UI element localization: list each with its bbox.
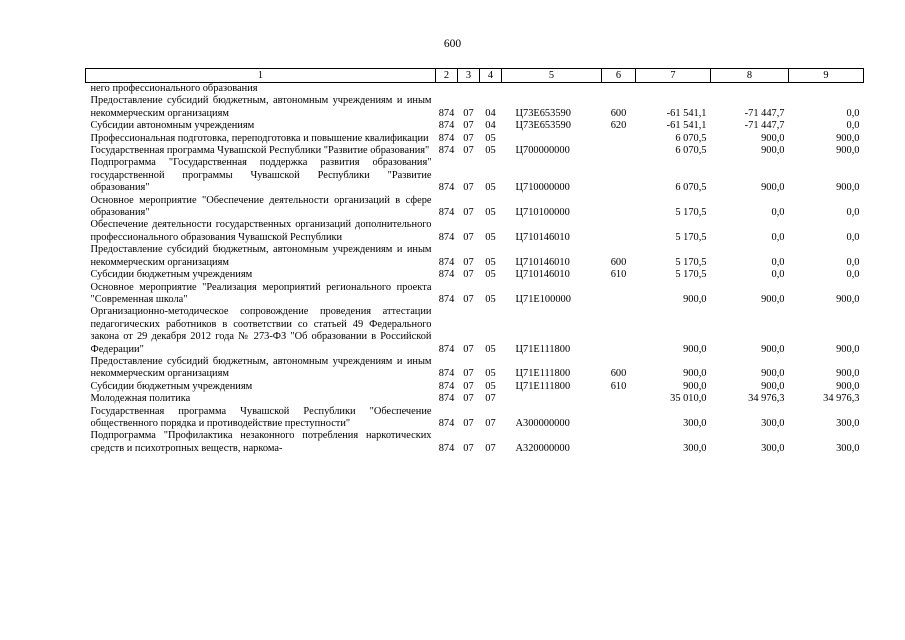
cell-ved: 874 — [438, 120, 455, 132]
table-header — [86, 69, 864, 83]
row-name: Молодежная политика — [90, 393, 191, 405]
cell-amount-col9: 900,0 — [836, 368, 860, 380]
cell-amount-col7: 35 010,0 — [670, 393, 707, 405]
cell-target-article: Ц71Е111800 — [515, 380, 571, 392]
cell-amount-col7: 5 170,5 — [675, 269, 707, 281]
cell-amount-col9: 900,0 — [836, 182, 860, 194]
cell-amount-col9: 0,0 — [846, 120, 860, 132]
cell-expense-type: 600 — [610, 368, 627, 380]
cell-target-article: Ц710146010 — [515, 231, 570, 243]
cell-target-article: Ц710146010 — [515, 269, 570, 281]
cell-amount-col9: 900,0 — [836, 145, 860, 157]
column-header: 8 — [711, 69, 789, 83]
cell-target-article: Ц73Е653590 — [515, 107, 571, 119]
row-name: Основное мероприятие "Реализация мероприятий регионального проекта "Современная школа" — [90, 281, 432, 305]
cell-subsection: 05 — [485, 256, 496, 268]
cell-expense-type — [602, 195, 636, 220]
cell-amount-col7: 900,0 — [683, 380, 707, 392]
cell-subsection: 05 — [485, 293, 496, 305]
cell-target-article: Ц71Е111800 — [515, 343, 571, 355]
cell-subsection: 05 — [485, 132, 496, 144]
cell-subsection: 07 — [485, 393, 496, 405]
cell-amount-col9: 300,0 — [836, 442, 860, 454]
cell-expense-type — [602, 83, 636, 96]
row-name: Предоставление субсидий бюджетным, автономным учреждениям и иным некоммерческим организациям — [90, 355, 432, 380]
cell-section: 07 — [463, 393, 474, 405]
table-row — [86, 430, 864, 455]
cell-ved — [436, 83, 458, 96]
table-row — [86, 145, 864, 157]
row-name: Подпрограмма "Профилактика незаконного потребления наркотических средств и психотропных веществ, наркома- — [90, 430, 432, 454]
cell-section: 07 — [463, 442, 474, 454]
cell-subsection: 05 — [485, 182, 496, 194]
cell-ved: 874 — [438, 269, 455, 281]
table-row — [86, 95, 864, 120]
cell-target-article: Ц700000000 — [515, 145, 570, 157]
table-row — [86, 195, 864, 220]
column-header: 5 — [502, 69, 602, 83]
cell-expense-type — [602, 219, 636, 244]
cell-amount-col9: 900,0 — [836, 343, 860, 355]
cell-ved: 874 — [438, 417, 455, 429]
cell-section: 07 — [463, 182, 474, 194]
column-header: 9 — [789, 69, 864, 83]
cell-expense-type — [602, 393, 636, 405]
cell-amount-col7: 5 170,5 — [675, 256, 707, 268]
cell-section: 07 — [463, 145, 474, 157]
table-row — [86, 269, 864, 281]
column-header: 2 — [436, 69, 458, 83]
cell-expense-type: 610 — [610, 380, 627, 392]
cell-ved: 874 — [438, 380, 455, 392]
cell-amount-col8: 900,0 — [761, 343, 785, 355]
row-name: Обеспечение деятельности государственных организаций дополнительного профессионального образования Чувашской Республики — [90, 219, 432, 243]
cell-ved: 874 — [438, 132, 455, 144]
cell-expense-type — [602, 406, 636, 431]
column-header: 1 — [86, 69, 436, 83]
table-row — [86, 381, 864, 393]
cell-subsection: 05 — [485, 343, 496, 355]
cell-amount-col7: 900,0 — [683, 293, 707, 305]
cell-amount-col7: 900,0 — [683, 343, 707, 355]
cell-ved: 874 — [438, 293, 455, 305]
table-row — [86, 120, 864, 132]
table-row — [86, 306, 864, 356]
row-name: Субсидии бюджетным учреждениям — [90, 380, 253, 392]
cell-subsection: 05 — [485, 380, 496, 392]
cell-amount-col8: 0,0 — [771, 269, 785, 281]
row-name: Предоставление субсидий бюджетным, автономным учреждениям и иным некоммерческим организациям — [90, 244, 432, 268]
cell-section — [458, 83, 480, 96]
cell-target-article: Ц710000000 — [515, 182, 570, 194]
cell-amount-col8: 900,0 — [761, 380, 785, 392]
cell-amount-col8: 900,0 — [761, 182, 785, 194]
cell-amount-col7: 900,0 — [683, 368, 707, 380]
row-name: Субсидии бюджетным учреждениям — [90, 269, 253, 281]
table-row — [86, 157, 864, 194]
row-name: него профессионального образования — [90, 83, 258, 94]
cell-amount-col9: 900,0 — [836, 380, 860, 392]
cell-expense-type — [602, 306, 636, 356]
cell-target-article: А320000000 — [515, 442, 570, 454]
cell-amount-col7: 6 070,5 — [675, 182, 707, 194]
column-header: 6 — [602, 69, 636, 83]
cell-ved: 874 — [438, 145, 455, 157]
row-name: Государственная программа Чувашской Республики "Обеспечение общественного порядка и противодействие преступности" — [90, 405, 432, 429]
cell-expense-type — [602, 282, 636, 307]
cell-amount-col7: 6 070,5 — [675, 145, 707, 157]
cell-amount-col8: -71 447,7 — [744, 107, 785, 119]
cell-section: 07 — [463, 207, 474, 219]
cell-target-article: Ц71Е111800 — [515, 368, 571, 380]
cell-section: 07 — [463, 107, 474, 119]
cell-section: 07 — [463, 120, 474, 132]
cell-ved: 874 — [438, 368, 455, 380]
column-header: 3 — [458, 69, 480, 83]
row-name: Подпрограмма "Государственная поддержка развития образования" государственной программы Чувашской Республики "Развитие образования" — [90, 157, 432, 194]
row-name: Основное мероприятие "Обеспечение деятельности организаций в сфере образования" — [90, 194, 432, 219]
cell-amount-col8: 34 976,3 — [748, 393, 785, 405]
cell-amount-col7: 6 070,5 — [675, 132, 707, 144]
cell-amount-col9: 0,0 — [846, 269, 860, 281]
cell-amount-col8: 300,0 — [761, 417, 785, 429]
cell-ved: 874 — [438, 393, 455, 405]
cell-ved: 874 — [438, 343, 455, 355]
table-row — [86, 282, 864, 307]
row-name: Предоставление субсидий бюджетным, автономным учреждениям и иным некоммерческим организациям — [90, 95, 432, 119]
cell-amount-col7: 5 170,5 — [675, 231, 707, 243]
cell-amount-col9: 34 976,3 — [823, 393, 860, 405]
cell-section: 07 — [463, 293, 474, 305]
cell-subsection: 04 — [485, 120, 496, 132]
cell-target-article: А300000000 — [515, 417, 570, 429]
cell-amount-col9: 0,0 — [846, 107, 860, 119]
cell-section: 07 — [463, 231, 474, 243]
cell-ved: 874 — [438, 231, 455, 243]
cell-ved: 874 — [438, 207, 455, 219]
cell-expense-type: 610 — [610, 269, 627, 281]
cell-subsection: 07 — [485, 442, 496, 454]
cell-subsection: 05 — [485, 368, 496, 380]
cell-target-article: Ц710100000 — [515, 207, 570, 219]
cell-amount-col8: -71 447,7 — [744, 120, 785, 132]
cell-target-article — [502, 393, 602, 405]
cell-amount-col7: 300,0 — [683, 417, 707, 429]
row-name: Государственная программа Чувашской Республики "Развитие образования" — [90, 145, 430, 157]
cell-amount-col8: 900,0 — [761, 293, 785, 305]
cell-section: 07 — [463, 368, 474, 380]
cell-amount-col8: 0,0 — [771, 256, 785, 268]
cell-subsection: 05 — [485, 145, 496, 157]
table-row — [86, 393, 864, 405]
cell-section: 07 — [463, 343, 474, 355]
cell-amount-col8: 0,0 — [771, 207, 785, 219]
cell-amount-col9: 0,0 — [846, 231, 860, 243]
cell-subsection: 05 — [485, 207, 496, 219]
cell-expense-type: 620 — [610, 120, 627, 132]
cell-amount-col9: 900,0 — [836, 132, 860, 144]
cell-amount-col7: 5 170,5 — [675, 207, 707, 219]
cell-ved: 874 — [438, 107, 455, 119]
cell-section: 07 — [463, 380, 474, 392]
cell-amount-col8: 300,0 — [761, 442, 785, 454]
page-number: 600 — [443, 38, 462, 50]
table-row — [86, 133, 864, 145]
table-row — [86, 244, 864, 269]
cell-section: 07 — [463, 132, 474, 144]
row-name: Профессиональная подготовка, переподготовка и повышение квалификации — [90, 132, 429, 144]
cell-amount-col8: 900,0 — [761, 368, 785, 380]
cell-amount-col7: 300,0 — [683, 442, 707, 454]
cell-ved: 874 — [438, 182, 455, 194]
cell-expense-type — [602, 430, 636, 455]
cell-target-article: Ц73Е653590 — [515, 120, 571, 132]
cell-expense-type — [602, 157, 636, 194]
cell-section: 07 — [463, 256, 474, 268]
table-row — [86, 356, 864, 381]
cell-amount-col8: 900,0 — [761, 145, 785, 157]
cell-target-article: Ц710146010 — [515, 256, 570, 268]
budget-table — [85, 68, 864, 455]
cell-amount-col8: 900,0 — [761, 132, 785, 144]
column-header: 7 — [636, 69, 711, 83]
cell-expense-type — [602, 145, 636, 157]
cell-expense-type — [602, 133, 636, 145]
cell-expense-type: 600 — [610, 107, 627, 119]
table-row — [86, 406, 864, 431]
cell-amount-col9: 900,0 — [836, 293, 860, 305]
cell-amount-col8: 0,0 — [771, 231, 785, 243]
cell-target-article — [502, 83, 602, 96]
cell-section: 07 — [463, 269, 474, 281]
cell-subsection: 05 — [485, 269, 496, 281]
table-row — [86, 83, 864, 96]
row-name: Субсидии автономным учреждениям — [90, 120, 255, 132]
cell-subsection: 07 — [485, 417, 496, 429]
cell-amount-col9: 0,0 — [846, 207, 860, 219]
cell-subsection: 04 — [485, 107, 496, 119]
cell-amount-col8 — [711, 83, 789, 96]
table-body — [86, 83, 864, 456]
cell-ved: 874 — [438, 442, 455, 454]
column-header: 4 — [480, 69, 502, 83]
cell-amount-col9 — [789, 83, 864, 96]
cell-section: 07 — [463, 417, 474, 429]
cell-amount-col7 — [636, 83, 711, 96]
cell-amount-col7: -61 541,1 — [666, 120, 707, 132]
cell-subsection: 05 — [485, 231, 496, 243]
cell-target-article — [502, 133, 602, 145]
cell-ved: 874 — [438, 256, 455, 268]
cell-amount-col9: 0,0 — [846, 256, 860, 268]
cell-target-article: Ц71Е100000 — [515, 293, 571, 305]
cell-subsection — [480, 83, 502, 96]
cell-expense-type: 600 — [610, 256, 627, 268]
cell-amount-col9: 300,0 — [836, 417, 860, 429]
table-row — [86, 219, 864, 244]
row-name: Организационно-методическое сопровождение проведения аттестации педагогических работников в соответствии со статьей 49 Федерального закона от 29 декабря 2012 года № 273-ФЗ "Об образовании в Российской Федерации" — [90, 306, 432, 355]
cell-amount-col7: -61 541,1 — [666, 107, 707, 119]
